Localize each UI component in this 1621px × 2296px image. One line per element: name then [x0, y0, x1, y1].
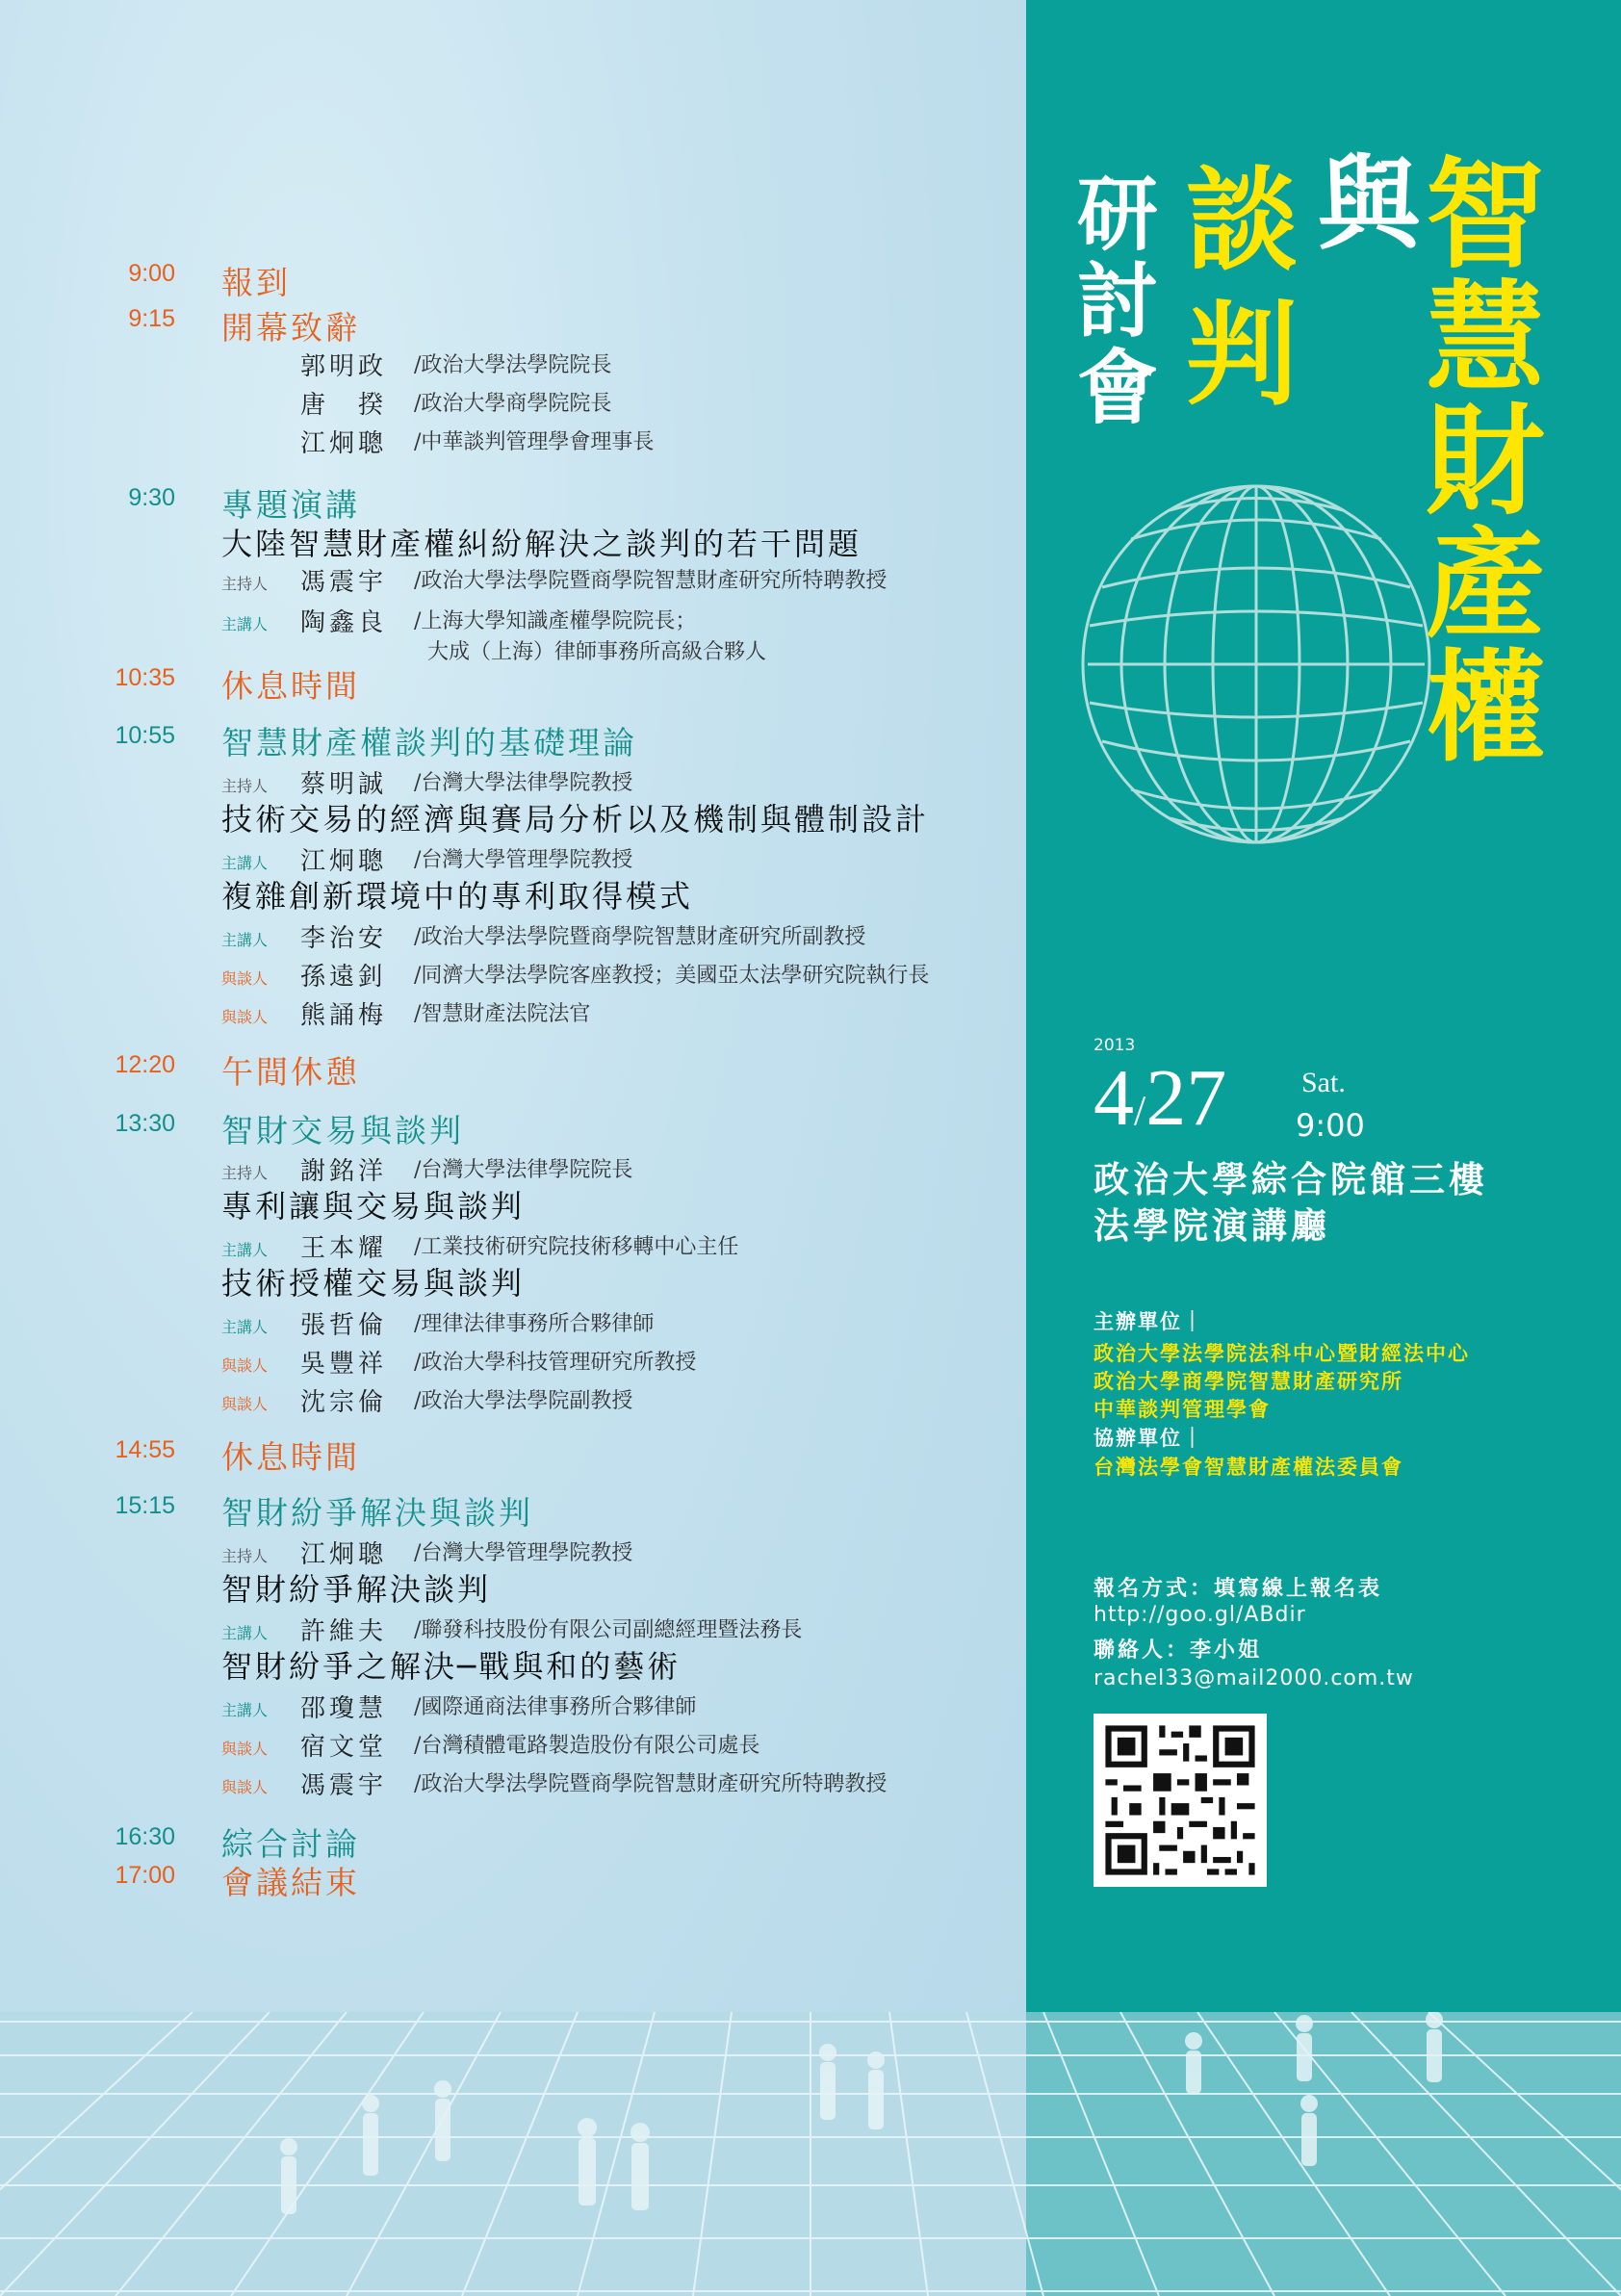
open-title-1: /政治大學法學院院長	[414, 353, 612, 377]
time-1220: 12:20	[115, 1051, 175, 1078]
a-host-title: /台灣大學法律學院教授	[414, 771, 633, 795]
a-host-name: 蔡明誠	[300, 770, 388, 799]
c-discussant1-role: 與談人	[221, 1740, 269, 1758]
c-discussant2-title: /政治大學法學院暨商學院智慧財產研究所特聘教授	[414, 1772, 888, 1796]
open-name-2: 唐 揆	[300, 391, 388, 420]
event-slash: /	[1134, 1087, 1146, 1134]
b-discussant1-title: /政治大學科技管理研究所教授	[414, 1351, 697, 1375]
a-speaker2-role: 主講人	[221, 931, 269, 949]
c-speaker1-title: /聯發科技股份有限公司副總經理暨法務長	[414, 1618, 803, 1642]
session-opening: 開幕致辭	[221, 309, 360, 347]
a-discussant2-name: 熊誦梅	[300, 1001, 388, 1030]
a-discussant1-name: 孫遠釗	[300, 963, 388, 992]
time-1035: 10:35	[115, 664, 175, 691]
b-discussant1-role: 與談人	[221, 1356, 269, 1375]
a-discussant2-role: 與談人	[221, 1008, 269, 1026]
c-discussant1-title: /台灣積體電路製造股份有限公司處長	[414, 1734, 760, 1758]
session-ip-theory: 智慧財產權談判的基礎理論	[221, 724, 637, 761]
venue-line1: 政治大學綜合院館三樓	[1094, 1159, 1488, 1200]
keynote-host-title: /政治大學法學院暨商學院智慧財產研究所特聘教授	[414, 569, 888, 593]
title-yu: 與	[1318, 145, 1420, 264]
host-org-2: 政治大學商學院智慧財產研究所	[1094, 1370, 1403, 1393]
time-1630: 16:30	[115, 1823, 175, 1850]
a-talk-2: 複雜創新環境中的專利取得模式	[221, 878, 694, 915]
c-discussant2-role: 與談人	[221, 1778, 269, 1796]
time-1455: 14:55	[115, 1436, 175, 1463]
session-closing: 會議結束	[221, 1864, 360, 1901]
c-talk-2: 智財紛爭之解決─戰與和的藝術	[221, 1648, 682, 1685]
b-host-title: /台灣大學法律學院院長	[414, 1158, 633, 1182]
event-year: 2013	[1094, 1036, 1136, 1055]
b-talk-2: 技術授權交易與談判	[221, 1265, 526, 1302]
a-host-role: 主持人	[221, 777, 269, 795]
keynote-speaker-title-1: /上海大學知識產權學院院長；	[414, 609, 697, 633]
time-1700: 17:00	[115, 1862, 175, 1889]
event-day: 27	[1145, 1053, 1227, 1143]
c-speaker2-title: /國際通商法律事務所合夥律師	[414, 1695, 697, 1719]
b-speaker1-name: 王本耀	[300, 1234, 388, 1263]
c-discussant1-name: 宿文堂	[300, 1733, 388, 1762]
session-checkin: 報到	[221, 264, 291, 301]
b-talk-1: 專利讓與交易與談判	[221, 1188, 526, 1225]
contact-person: 聯絡人：李小姐	[1094, 1638, 1263, 1663]
b-speaker2-role: 主講人	[221, 1318, 269, 1336]
keynote-talk: 大陸智慧財產權糾紛解決之談判的若干問題	[221, 526, 862, 562]
keynote-host-role: 主持人	[221, 575, 269, 593]
host-org-3: 中華談判管理學會	[1094, 1398, 1271, 1421]
a-speaker1-title: /台灣大學管理學院教授	[414, 848, 633, 872]
time-1515: 15:15	[115, 1492, 175, 1519]
title-main: 智慧財產權	[1425, 146, 1545, 778]
time-1055: 10:55	[115, 722, 175, 749]
b-discussant1-name: 吳豐祥	[300, 1350, 388, 1379]
event-month: 4	[1094, 1053, 1134, 1143]
globe-graphic	[1059, 443, 1454, 915]
open-name-3: 江炯聰	[300, 429, 388, 458]
time-1330: 13:30	[115, 1110, 175, 1137]
b-speaker2-name: 張哲倫	[300, 1311, 388, 1340]
b-speaker2-title: /理律法律事務所合夥律師	[414, 1312, 655, 1336]
c-speaker1-role: 主講人	[221, 1624, 269, 1642]
session-keynote: 專題演講	[221, 486, 360, 524]
b-speaker1-title: /工業技術研究院技術移轉中心主任	[414, 1235, 739, 1259]
session-lunch: 午間休憩	[221, 1053, 360, 1091]
open-title-3: /中華談判管理學會理事長	[414, 430, 655, 454]
title-tanpan: 談判	[1186, 156, 1298, 421]
keynote-speaker-name: 陶鑫良	[300, 608, 388, 637]
contact-email[interactable]: rachel33@mail2000.com.tw	[1094, 1666, 1414, 1690]
session-ip-trade: 智財交易與談判	[221, 1112, 464, 1149]
a-discussant1-role: 與談人	[221, 969, 269, 988]
time-0930: 9:30	[128, 484, 175, 511]
signup-method: 報名方式：填寫線上報名表	[1094, 1577, 1383, 1601]
c-host-name: 江炯聰	[300, 1540, 388, 1569]
event-weekday: Sat.	[1301, 1067, 1346, 1098]
a-talk-1: 技術交易的經濟與賽局分析以及機制與體制設計	[221, 801, 930, 838]
b-host-name: 謝銘洋	[300, 1157, 388, 1186]
host-org-label: 主辦單位｜	[1094, 1310, 1204, 1333]
session-break-2: 休息時間	[221, 1438, 360, 1476]
a-discussant1-title: /同濟大學法學院客座教授；美國亞太法學研究院執行長	[414, 964, 930, 988]
open-name-1: 郭明政	[300, 352, 388, 381]
b-host-role: 主持人	[221, 1164, 269, 1182]
title-seminar: 研討會	[1076, 168, 1158, 435]
c-host-title: /台灣大學管理學院教授	[414, 1541, 633, 1565]
co-org-label: 協辦單位｜	[1094, 1427, 1204, 1450]
keynote-host-name: 馮震宇	[300, 568, 388, 597]
event-time: 9:00	[1296, 1107, 1365, 1144]
session-break-1: 休息時間	[221, 667, 360, 705]
floor-grid-graphic	[0, 2012, 1621, 2296]
session-dispute: 智財紛爭解決與談判	[221, 1494, 533, 1532]
b-discussant2-title: /政治大學法學院副教授	[414, 1389, 633, 1413]
b-discussant2-role: 與談人	[221, 1395, 269, 1413]
a-speaker2-title: /政治大學法學院暨商學院智慧財產研究所副教授	[414, 925, 866, 949]
c-speaker1-name: 許維夫	[300, 1617, 388, 1646]
time-0915: 9:15	[128, 305, 175, 332]
signup-url[interactable]: http://goo.gl/ABdir	[1094, 1603, 1306, 1627]
c-speaker2-role: 主講人	[221, 1701, 269, 1719]
session-discussion: 綜合討論	[221, 1825, 360, 1863]
qr-code-icon[interactable]	[1094, 1714, 1267, 1887]
b-speaker1-role: 主講人	[221, 1241, 269, 1259]
c-host-role: 主持人	[221, 1547, 269, 1565]
co-org-1: 台灣法學會智慧財產權法委員會	[1094, 1456, 1403, 1479]
keynote-speaker-title-2: 大成（上海）律師事務所高級合夥人	[427, 640, 767, 664]
venue-line2: 法學院演講廳	[1094, 1205, 1330, 1247]
a-discussant2-title: /智慧財產法院法官	[414, 1002, 591, 1026]
a-speaker1-role: 主講人	[221, 854, 269, 872]
b-discussant2-name: 沈宗倫	[300, 1388, 388, 1417]
event-date	[1094, 1051, 1226, 1145]
c-speaker2-name: 邵瓊慧	[300, 1694, 388, 1723]
c-discussant2-name: 馮震宇	[300, 1771, 388, 1800]
keynote-speaker-role: 主講人	[221, 615, 269, 633]
a-speaker2-name: 李治安	[300, 924, 388, 953]
time-0900: 9:00	[128, 260, 175, 287]
open-title-2: /政治大學商學院院長	[414, 392, 612, 416]
host-org-1: 政治大學法學院法科中心暨財經法中心	[1094, 1342, 1470, 1365]
a-speaker1-name: 江炯聰	[300, 847, 388, 876]
c-talk-1: 智財紛爭解決談判	[221, 1571, 492, 1608]
